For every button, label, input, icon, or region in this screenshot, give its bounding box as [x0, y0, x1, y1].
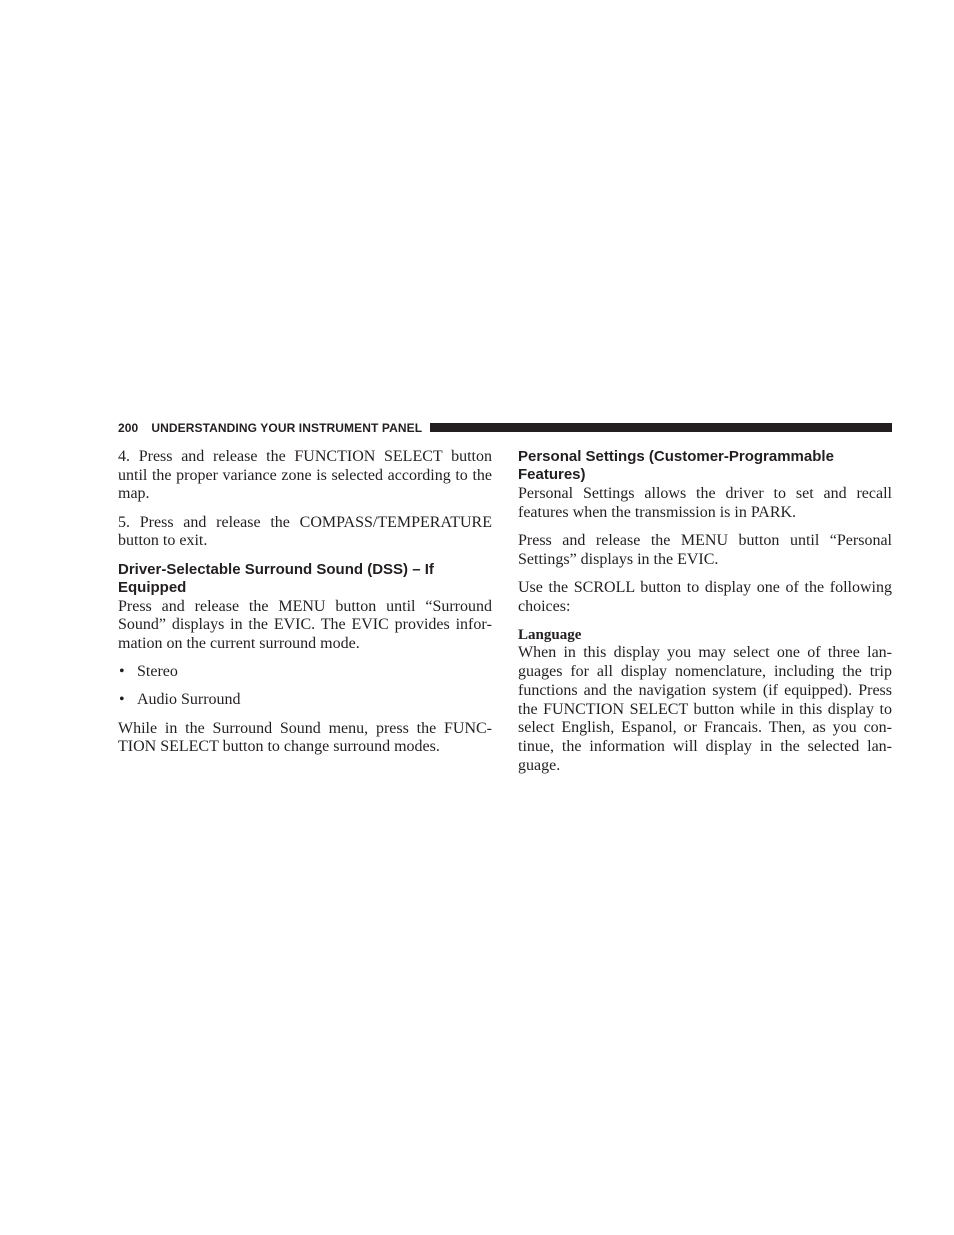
list-item-label: Stereo — [137, 663, 178, 681]
personal-settings-paragraph-3: Use the SCROLL button to display one of the following choices: — [518, 578, 892, 615]
personal-settings-paragraph-1: Personal Settings allows the driver to set and recall features when the transmission is in PARK. — [518, 485, 892, 521]
section-title: UNDERSTANDING YOUR INSTRUMENT PANEL — [151, 420, 423, 435]
left-column — [118, 448, 492, 766]
language-paragraph: When in this display you may select one of three languages for all display nomenclature, including the trip functions and the navigation system (if equipped). Press the FUNCTION SELECT button while in this display to select English, Espanol, or Francais. Then, as you continue, the information will display in the selected language. — [518, 644, 892, 774]
surround-mode-list — [118, 663, 492, 710]
personal-settings-paragraph-2: Press and release the MENU button until “Personal Settings” displays in the EVIC. — [518, 531, 892, 568]
dss-heading: Driver-Selectable Surround Sound (DSS) – If Equipped — [118, 560, 434, 596]
page-number: 200 — [118, 420, 139, 435]
step-4-paragraph: 4. Press and release the FUNCTION SELECT button until the proper variance zone is selected according to the map. — [118, 448, 492, 503]
page-header — [118, 419, 892, 436]
list-item — [118, 663, 492, 682]
header-rule — [430, 423, 892, 432]
language-heading: Language — [518, 626, 582, 643]
list-item — [118, 691, 492, 710]
bullet-icon: • — [119, 691, 125, 709]
personal-settings-heading: Personal Settings (Customer-Programmable Features) — [518, 448, 834, 483]
right-column — [518, 448, 892, 785]
bullet-icon: • — [119, 663, 125, 681]
list-item-label: Audio Surround — [137, 691, 241, 709]
step-5-paragraph: 5. Press and release the COMPASS/TEMPERATURE button to exit. — [118, 513, 492, 550]
dss-intro-paragraph: Press and release the MENU button until “Surround Sound” displays in the EVIC. The EVIC provides information on the current surround mode. — [118, 597, 492, 652]
dss-outro-paragraph: While in the Surround Sound menu, press the FUNCTION SELECT button to change surround modes. — [118, 719, 492, 756]
